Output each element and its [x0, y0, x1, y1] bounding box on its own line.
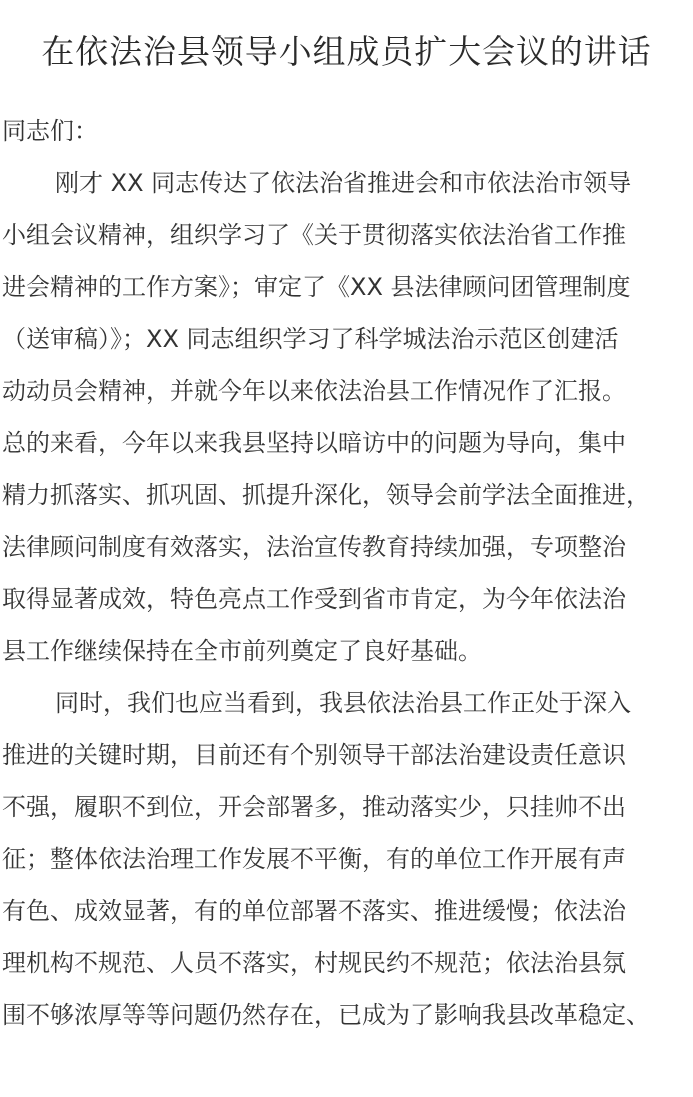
document-title: 在依法治县领导小组成员扩大会议的讲话	[41, 32, 652, 71]
paragraph-line: 动动员会精神，并就今年以来依法治县工作情况作了汇报。	[2, 377, 626, 405]
salutation-line: 同志们：	[2, 117, 98, 145]
paragraph-line: 刚才 XX 同志传达了依法治省推进会和市依法治市领导	[55, 169, 632, 197]
paragraph-line: 同时，我们也应当看到，我县依法治县工作正处于深入	[55, 689, 631, 717]
paragraph-line: （送审稿）》；XX 同志组织学习了科学城法治示范区创建活	[2, 325, 619, 353]
paragraph-line: 法律顾问制度有效落实，法治宣传教育持续加强，专项整治	[2, 533, 626, 561]
paragraph-line: 理机构不规范、人员不落实，村规民约不规范；依法治县氛	[2, 949, 626, 977]
paragraph-line: 不强，履职不到位，开会部署多，推动落实少，只挂帅不出	[2, 793, 626, 821]
paragraph-line: 围不够浓厚等等问题仍然存在，已成为了影响我县改革稳定、	[2, 1001, 650, 1029]
paragraph-line: 精力抓落实、抓巩固、抓提升深化，领导会前学法全面推进，	[2, 481, 650, 509]
paragraph-line: 进会精神的工作方案》；审定了《XX 县法律顾问团管理制度	[2, 273, 631, 301]
paragraph-line: 推进的关键时期，目前还有个别领导干部法治建设责任意识	[2, 741, 626, 769]
paragraph-line: 取得显著成效，特色亮点工作受到省市肯定，为今年依法治	[2, 585, 626, 613]
paragraph-line: 总的来看，今年以来我县坚持以暗访中的问题为导向，集中	[2, 429, 626, 457]
paragraph-line: 有色、成效显著，有的单位部署不落实、推进缓慢；依法治	[2, 897, 626, 925]
paragraph-line: 小组会议精神，组织学习了《关于贯彻落实依法治省工作推	[2, 221, 626, 249]
paragraph-line: 征；整体依法治理工作发展不平衡，有的单位工作开展有声	[2, 845, 626, 873]
paragraph-line: 县工作继续保持在全市前列奠定了良好基础。	[2, 637, 482, 665]
